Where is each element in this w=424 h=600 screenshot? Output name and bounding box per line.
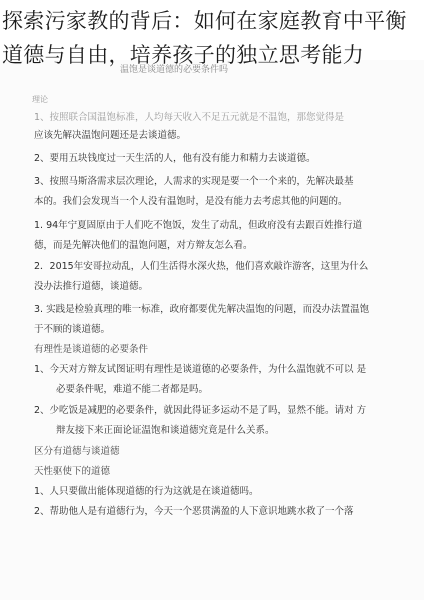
doc-section-heading: 区分有道德与谈道德 [34, 446, 120, 457]
doc-line: 1. 94年宁夏固原由于人们吃不饱饭，发生了动乱，但政府没有去跟百姓推行道 [34, 220, 363, 231]
doc-line: 3、按照马斯洛需求层次理论，人需求的实现是要一个一个来的，先解决最基 [34, 176, 354, 187]
doc-line: 2、少吃饭是减肥的必要条件，就因此得证多运动不是了吗，显然不能。请对 方 [34, 405, 367, 416]
doc-line: 1、今天对方辩友试图证明有理性是谈道德的必要条件，为什么温饱就不可以 是 [34, 364, 367, 375]
doc-line: 1、人只要做出能体现道德的行为这就是在谈道德吗。 [34, 486, 259, 497]
doc-line: 必要条件呢，难道不能二者都是吗。 [56, 384, 209, 395]
doc-line: 3. 实践是检验真理的唯一标准，政府都要优先解决温饱的问题，而没办法置温饱 [34, 304, 370, 315]
document-image [0, 60, 424, 600]
doc-section-heading: 天性驱使下的道德 [34, 466, 111, 477]
doc-line: 辩友接下来正面论证温饱和谈道德究竟是什么关系。 [56, 425, 275, 436]
document-subheading: 理论 [32, 95, 48, 104]
document-heading: 温饱是谈道德的必要条件吗 [120, 65, 229, 75]
doc-line: 德，而是先解决他们的温饱问题，对方辩友怎么看。 [34, 240, 253, 251]
doc-line: 2、要用五块钱度过一天生活的人，他有没有能力和精力去谈道德。 [34, 153, 316, 164]
doc-line: 2．2015年安哥拉动乱，人们生活得水深火热，他们喜欢敲诈游客，这里为什么 [34, 261, 369, 272]
doc-line: 本的。我们会发现当一个人没有温饱时，是没有能力去考虑其他的问题的。 [34, 196, 348, 207]
doc-line: 1、按照联合国温饱标准，人均每天收入不足五元就是不温饱，那您觉得是 [34, 112, 345, 123]
doc-line: 应该先解决温饱问题还是去谈道德。 [34, 130, 187, 141]
doc-line: 2、帮助他人是有道德行为，今天一个恶贯满盈的人下意识地跳水救了一个落 [34, 506, 354, 517]
doc-section-heading: 有理性是谈道德的必要条件 [34, 344, 149, 355]
doc-line: 没办法推行道德，谈道德。 [34, 281, 149, 292]
article-title: 探索污家教的背后：如何在家庭教育中平衡道德与自由，培养孩子的独立思考能力 [2, 9, 407, 67]
doc-line: 于不顾的谈道德。 [34, 324, 111, 335]
